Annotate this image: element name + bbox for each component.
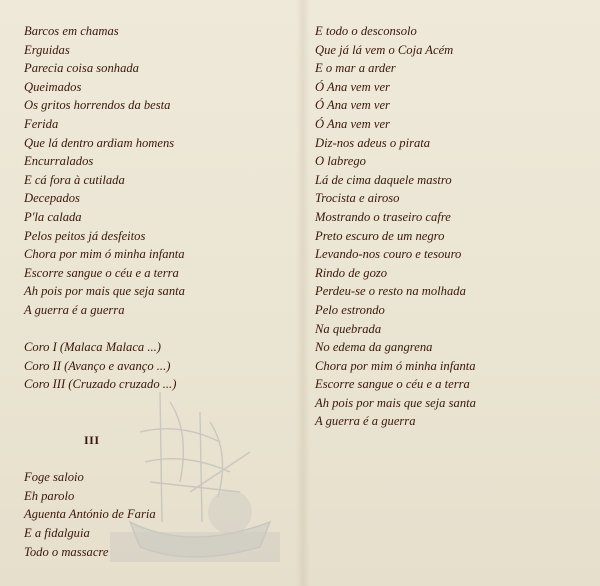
verse-line: Escorre sangue o céu e a terra (315, 377, 470, 392)
verse-line: Chora por mim ó minha infanta (24, 247, 185, 262)
verse-line: Ferida (24, 116, 59, 131)
chorus-line: Coro I (Malaca Malaca ...) (24, 340, 161, 355)
verse-line: No edema da gangrena (315, 340, 433, 355)
verse-line: Barcos em chamas (24, 24, 119, 38)
verse-line: Que lá dentro ardiam homens (24, 135, 175, 150)
verse-line: Lá de cima daquele mastro (315, 172, 452, 187)
verse-line: A guerra é a guerra (315, 414, 416, 429)
right-lyrics-column (315, 22, 585, 431)
chorus-line: Coro III (Cruzado cruzado ...) (24, 377, 177, 392)
verse-line: E o mar a arder (315, 61, 396, 76)
verse-line: Rindo de gozo (315, 265, 388, 280)
verse-line: Parecia coisa sonhada (24, 61, 139, 76)
verse-line: Diz-nos adeus o pirata (315, 135, 431, 150)
verse-line: Eh parolo (24, 488, 75, 503)
verse-line: Queimados (24, 79, 82, 94)
verse-line: Decepados (24, 191, 80, 206)
verse-line: Os gritos horrendos da besta (24, 98, 171, 113)
stanza-gap (24, 450, 284, 469)
verse-line: E a fidalguia (24, 526, 90, 541)
verse-line: Encurralados (24, 154, 94, 169)
verse-line: Que já lá vem o Coja Acém (315, 42, 454, 57)
verse-line: Trocista e airoso (315, 191, 400, 206)
verse-line: E cá fora à cutilada (24, 172, 125, 187)
verse-line: E todo o desconsolo (315, 24, 417, 38)
stanza-gap (24, 320, 284, 339)
page-fold (296, 0, 310, 586)
verse-line: Pelo estrondo (315, 302, 385, 317)
stanza-gap (24, 394, 284, 413)
verse-line: Ó Ana vem ver (315, 116, 390, 131)
verse-line: Escorre sangue o céu e a terra (24, 265, 179, 280)
section-number: III (84, 433, 100, 448)
verse-line: Na quebrada (315, 321, 382, 336)
verse-line: Perdeu-se o resto na molhada (315, 284, 466, 299)
chorus-line: Coro II (Avanço e avanço ...) (24, 358, 171, 373)
verse-line: Levando-nos couro e tesouro (315, 247, 462, 262)
verse-line: Todo o massacre (24, 544, 109, 559)
verse-line: Ó Ana vem ver (315, 79, 390, 94)
verse-line: Aguenta António de Faria (24, 507, 156, 522)
verse-line: A guerra é a guerra (24, 302, 125, 317)
left-lyrics-column (24, 22, 284, 561)
verse-line: Pelos peitos já desfeitos (24, 228, 146, 243)
verse-line: P'la calada (24, 209, 82, 224)
verse-line: Chora por mim ó minha infanta (315, 358, 476, 373)
stanza-gap (24, 412, 284, 431)
verse-line: Preto escuro de um negro (315, 228, 445, 243)
verse-line: Foge saloio (24, 470, 84, 485)
verse-line: O labrego (315, 154, 366, 169)
verse-line: Ó Ana vem ver (315, 98, 390, 113)
verse-line: Ah pois por mais que seja santa (24, 284, 185, 299)
verse-line: Erguidas (24, 42, 70, 57)
verse-line: Ah pois por mais que seja santa (315, 395, 476, 410)
verse-line: Mostrando o traseiro cafre (315, 209, 451, 224)
